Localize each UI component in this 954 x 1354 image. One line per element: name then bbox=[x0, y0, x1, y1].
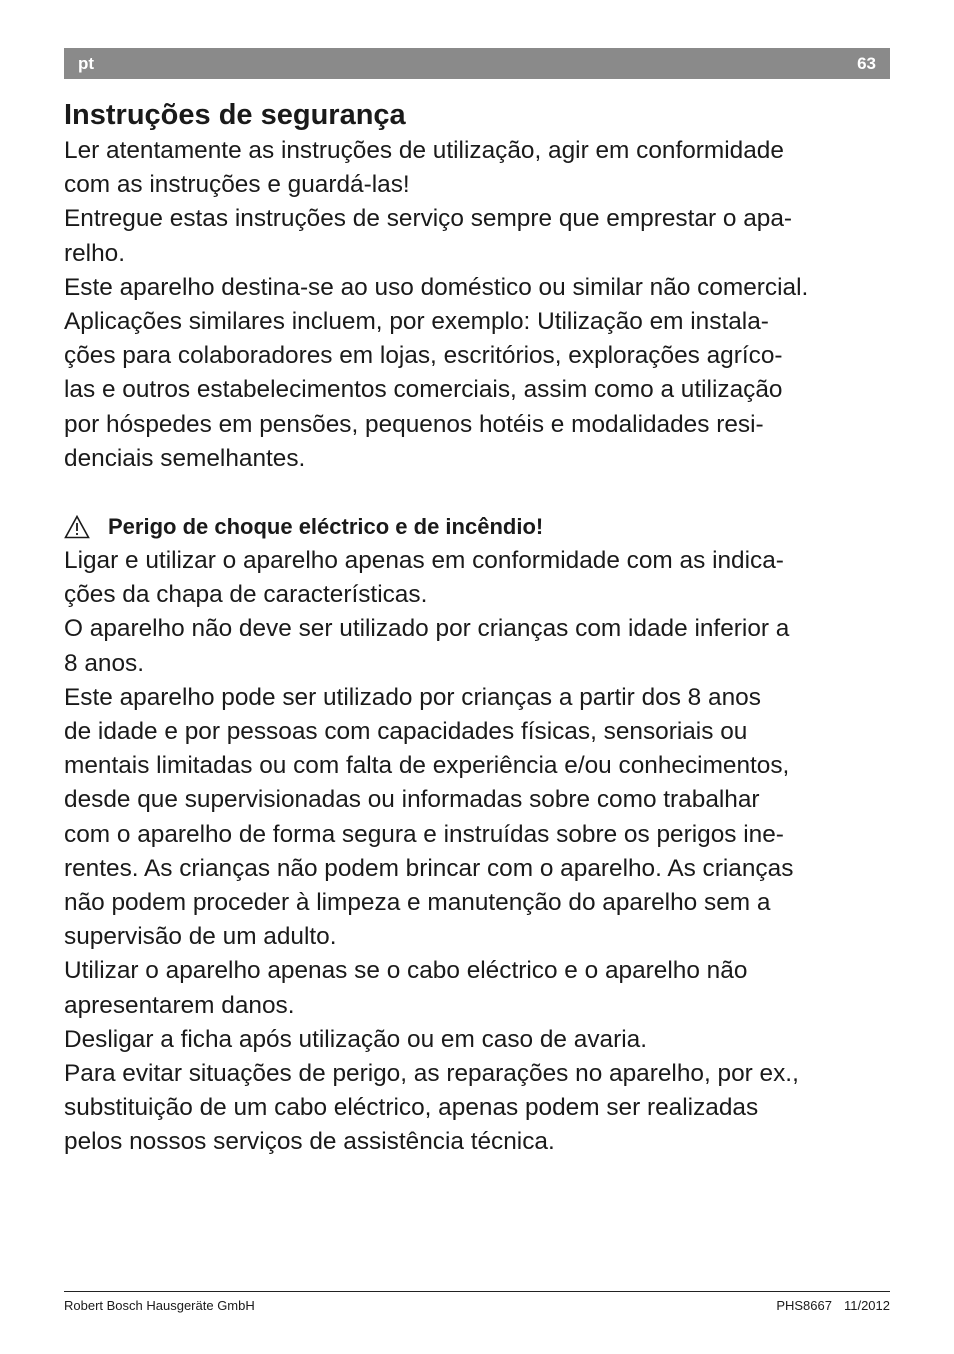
text-line: Para evitar situações de perigo, as reparações no aparelho, por ex., bbox=[64, 1060, 799, 1088]
text-line: Ligar e utilizar o aparelho apenas em conformidade com as indica- bbox=[64, 547, 784, 575]
text-line: mentais limitadas ou com falta de experiência e/ou conhecimentos, bbox=[64, 752, 790, 780]
text-line: Entregue estas instruções de serviço sempre que emprestar o apa- bbox=[64, 205, 793, 233]
text-line: ções para colaboradores em lojas, escritórios, explorações agríco- bbox=[64, 342, 783, 370]
text-line: com o aparelho de forma segura e instruídas sobre os perigos ine- bbox=[64, 820, 784, 848]
intro-text bbox=[64, 134, 894, 476]
section-title: Instruções de segurança bbox=[64, 99, 406, 131]
page-header bbox=[64, 48, 890, 79]
footer-company: Robert Bosch Hausgeräte GmbH bbox=[64, 1298, 255, 1313]
page-footer bbox=[64, 1298, 890, 1314]
text-line: 8 anos. bbox=[64, 649, 145, 677]
text-line: relho. bbox=[64, 239, 126, 267]
warning-triangle-icon bbox=[64, 515, 90, 539]
text-line: desde que supervisionadas ou informadas sobre como trabalhar bbox=[64, 786, 760, 814]
footer-model: PHS8667 bbox=[776, 1298, 832, 1313]
text-line: não podem proceder à limpeza e manutenção do aparelho sem a bbox=[64, 889, 771, 917]
text-line: Ler atentamente as instruções de utilização, agir em conformidade bbox=[64, 137, 784, 164]
footer-divider bbox=[64, 1291, 890, 1292]
text-line: Este aparelho pode ser utilizado por crianças a partir dos 8 anos bbox=[64, 683, 761, 711]
spacer bbox=[64, 476, 894, 510]
text-line: de idade e por pessoas com capacidades físicas, sensoriais ou bbox=[64, 718, 748, 746]
page-content bbox=[64, 96, 894, 1160]
text-line: supervisão de um adulto. bbox=[64, 923, 337, 951]
text-line: substituição de um cabo eléctrico, apenas podem ser realizadas bbox=[64, 1094, 759, 1122]
footer-meta bbox=[776, 1298, 890, 1314]
language-code: pt bbox=[78, 53, 95, 73]
text-line: denciais semelhantes. bbox=[64, 444, 306, 472]
footer-date: 11/2012 bbox=[843, 1298, 890, 1313]
text-line: por hóspedes em pensões, pequenos hotéis e modalidades resi- bbox=[64, 410, 764, 438]
text-line: pelos nossos serviços de assistência técnica. bbox=[64, 1128, 555, 1156]
text-line: Desligar a ficha após utilização ou em caso de avaria. bbox=[64, 1025, 647, 1053]
text-line: com as instruções e guardá-las! bbox=[64, 171, 410, 199]
page-number: 63 bbox=[857, 53, 876, 73]
warning-heading bbox=[64, 510, 894, 544]
warning-text bbox=[64, 544, 894, 1160]
text-line: Aplicações similares incluem, por exemplo: Utilização em instala- bbox=[64, 308, 769, 336]
text-line: rentes. As crianças não podem brincar com o aparelho. As crianças bbox=[64, 854, 794, 882]
text-line: apresentarem danos. bbox=[64, 991, 295, 1019]
text-line: las e outros estabelecimentos comerciais, assim como a utilização bbox=[64, 376, 783, 404]
text-line: ções da chapa de características. bbox=[64, 581, 428, 609]
text-line: Este aparelho destina-se ao uso doméstico ou similar não comercial. bbox=[64, 273, 809, 301]
warning-heading-text: Perigo de choque eléctrico e de incêndio! bbox=[108, 514, 544, 540]
text-line: O aparelho não deve ser utilizado por crianças com idade inferior a bbox=[64, 615, 790, 643]
text-line: Utilizar o aparelho apenas se o cabo eléctrico e o aparelho não bbox=[64, 957, 748, 985]
